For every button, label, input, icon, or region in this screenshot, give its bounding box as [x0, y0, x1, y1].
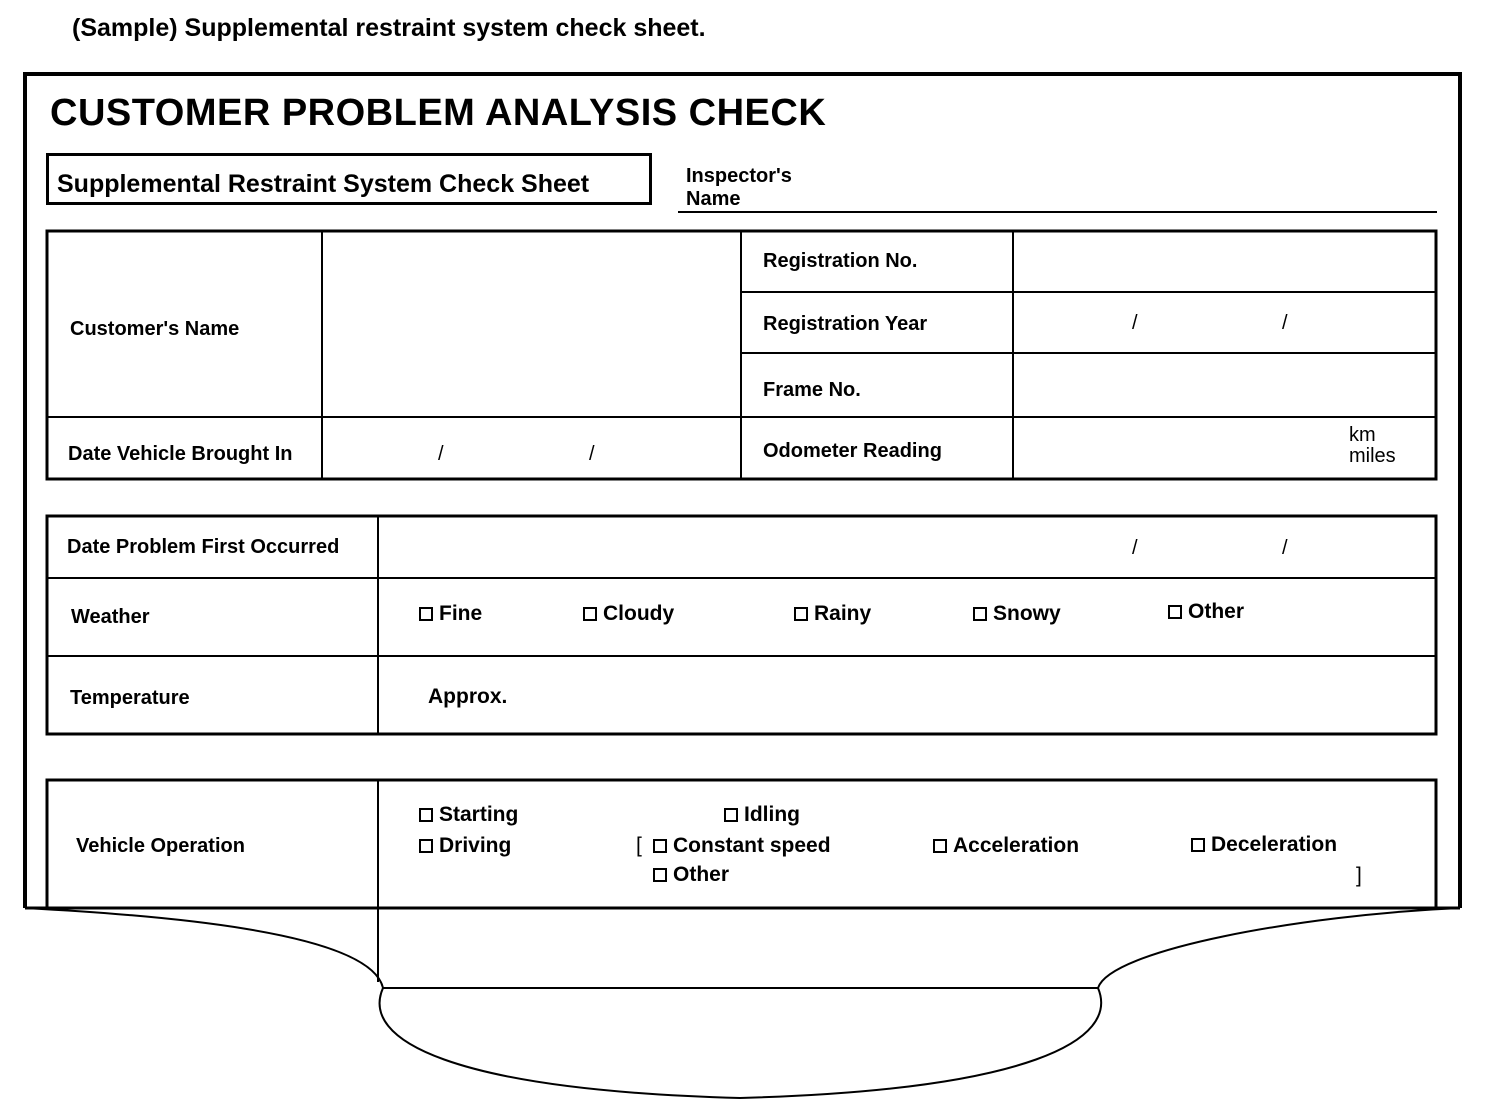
operation-option-label: Idling [744, 803, 800, 826]
operation-option-deceleration[interactable] [1191, 833, 1337, 857]
weather-option-label: Rainy [814, 602, 872, 625]
weather-option-rainy[interactable] [794, 602, 871, 626]
weather-option-label: Other [1188, 600, 1245, 623]
operation-option-label: Constant speed [673, 834, 831, 857]
inspector-name-field[interactable] [810, 175, 1430, 209]
operation-option-starting[interactable] [419, 803, 518, 827]
odometer-label: Odometer Reading [763, 440, 942, 462]
date-first-occurred-separator-1: / [1132, 537, 1138, 559]
date-brought-in-label: Date Vehicle Brought In [68, 443, 293, 465]
odometer-unit-miles: miles [1349, 445, 1396, 467]
odometer-unit-km: km [1349, 424, 1376, 446]
date-brought-in-separator-1: / [438, 443, 444, 465]
weather-option-other[interactable] [1168, 600, 1244, 624]
registration-year-label: Registration Year [763, 313, 928, 335]
registration-year-separator-2: / [1282, 312, 1288, 334]
operation-option-driving[interactable] [419, 834, 511, 858]
customer-name-label: Customer's Name [70, 318, 240, 340]
temperature-label: Temperature [70, 687, 190, 709]
checkbox-icon[interactable] [419, 607, 433, 621]
operation-option-label: Starting [439, 803, 519, 826]
weather-option-snowy[interactable] [973, 602, 1061, 626]
weather-option-label: Fine [439, 602, 483, 625]
date-first-occurred-label: Date Problem First Occurred [67, 536, 340, 558]
operation-option-label: Driving [439, 834, 512, 857]
driving-bracket-close: ] [1356, 864, 1362, 887]
checkbox-icon[interactable] [794, 607, 808, 621]
checkbox-icon[interactable] [973, 607, 987, 621]
temperature-field[interactable] [520, 662, 1430, 728]
checkbox-icon[interactable] [1191, 838, 1205, 852]
weather-label: Weather [71, 606, 150, 628]
operation-option-acceleration[interactable] [933, 834, 1079, 858]
customer-name-field[interactable] [326, 235, 736, 413]
vehicle-operation-label: Vehicle Operation [76, 835, 245, 857]
operation-option-idling[interactable] [724, 803, 800, 827]
operation-option-constant-speed[interactable] [653, 834, 831, 858]
weather-option-cloudy[interactable] [583, 602, 674, 626]
inspector-name-label [686, 165, 792, 211]
checkbox-icon[interactable] [933, 839, 947, 853]
frame-no-label: Frame No. [763, 379, 861, 401]
operation-option-label: Other [673, 863, 730, 886]
weather-option-label: Cloudy [603, 602, 675, 625]
registration-year-separator-1: / [1132, 312, 1138, 334]
page-caption: (Sample) Supplemental restraint system check sheet. [72, 14, 706, 42]
temperature-approx-label: Approx. [428, 685, 508, 708]
inspector-label-line1: Inspector's [686, 165, 792, 187]
operation-option-other[interactable] [653, 863, 729, 887]
checkbox-icon[interactable] [653, 868, 667, 882]
date-first-occurred-separator-2: / [1282, 537, 1288, 559]
registration-no-field[interactable] [1017, 235, 1432, 289]
weather-option-fine[interactable] [419, 602, 482, 626]
date-brought-in-separator-2: / [589, 443, 595, 465]
checkbox-icon[interactable] [1168, 605, 1182, 619]
inspector-label-line2: Name [686, 188, 741, 210]
checkbox-icon[interactable] [724, 808, 738, 822]
operation-option-label: Deceleration [1211, 833, 1338, 856]
checkbox-icon[interactable] [583, 607, 597, 621]
checkbox-icon[interactable] [653, 839, 667, 853]
form-title: CUSTOMER PROBLEM ANALYSIS CHECK [50, 92, 827, 134]
frame-no-field[interactable] [1017, 357, 1432, 414]
form-subtitle: Supplemental Restraint System Check Sheet [57, 170, 590, 198]
checkbox-icon[interactable] [419, 839, 433, 853]
driving-bracket-open: [ [636, 834, 642, 857]
registration-no-label: Registration No. [763, 250, 918, 272]
checkbox-icon[interactable] [419, 808, 433, 822]
weather-option-label: Snowy [993, 602, 1061, 625]
operation-option-label: Acceleration [953, 834, 1080, 857]
subtitle-box [46, 153, 652, 205]
